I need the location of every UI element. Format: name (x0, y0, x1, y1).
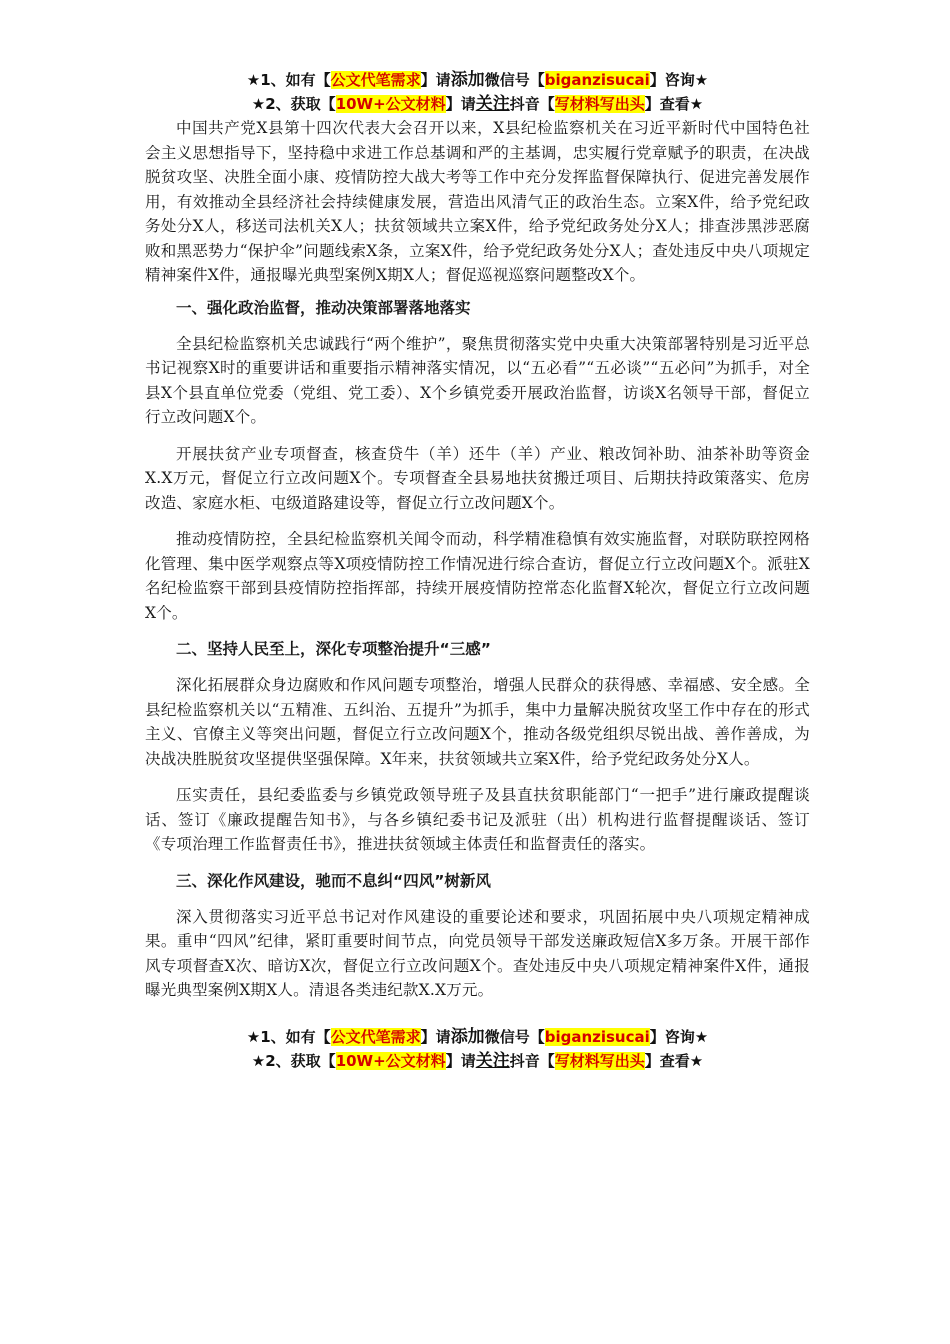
promo-text: 微信号【 (484, 71, 545, 89)
promo-banner-bottom (145, 1025, 810, 1073)
promo-emphasis: 关注 (475, 1050, 510, 1071)
promo-text: 】咨询★ (649, 1027, 709, 1046)
promo-highlight-douyin-account: 写材料写出头 (554, 1051, 645, 1070)
promo-highlight: 10W+公文材料 (335, 1051, 446, 1070)
promo-highlight-wechat-id: biganzisucai (544, 71, 650, 89)
promo-emphasis: 添加 (450, 1026, 485, 1047)
section-heading-3: 三、深化作风建设，驰而不息纠“四风”树新风 (176, 871, 491, 890)
promo-text: ★1、如有【 (246, 1027, 331, 1046)
promo-line-2 (145, 1049, 810, 1073)
section-1-paragraph-3: 推动疫情防控，全县纪检监察机关闻令而动，科学精准稳慎有效实施监督，对联防联控网格化管理、集中医学观察点等X项疫情防控工作情况进行综合查访，督促立行立改问题X个。派驻X名纪检监察干部到县疫情防控指挥部，持续开展疫情防控常态化监督X轮次，督促立行立改问题X个。 (145, 530, 810, 622)
promo-text: 】查看★ (644, 1051, 704, 1070)
promo-text: 】咨询★ (649, 71, 709, 89)
section-heading-1: 一、强化政治监督，推动决策部署落地落实 (176, 298, 471, 317)
promo-highlight: 10W+公文材料 (335, 95, 446, 113)
document-page (145, 68, 810, 1073)
intro-paragraph: 中国共产党X县第十四次代表大会召开以来，X县纪检监察机关在习近平新时代中国特色社会主义思想指导下，坚持稳中求进工作总基调和严的主基调，忠实履行党章赋予的职责，在决战脱贫攻坚、决胜全面小康、疫情防控大战大考等工作中充分发挥监督保障执行、促进完善发展作用，有效推动全县经济社会持续健康发展，营造出风清气正的政治生态。立案X件，给予党纪政务处分X人，移送司法机关X人；扶贫领域共立案X件，给予党纪政务处分X人；排查涉黑涉恶腐败和黑恶势力“保护伞”问题线索X条，立案X件，给予党纪政务处分X人；查处违反中央八项规定精神案件X件，通报曝光典型案例X期X人；督促巡视巡察问题整改X个。 (145, 119, 810, 284)
promo-text: 抖音【 (509, 1051, 555, 1070)
promo-text: 微信号【 (484, 1027, 545, 1046)
section-3-paragraph-1: 深入贯彻落实习近平总书记对作风建设的重要论述和要求，巩固拓展中央八项规定精神成果。重申“四风”纪律，紧盯重要时间节点，向党员领导干部发送廉政短信X多万条。开展干部作风专项督查X次、暗访X次，督促立行立改问题X个。查处违反中央八项规定精神案件X件，通报曝光典型案例X期X人。清退各类违纪款X.X万元。 (145, 907, 810, 999)
promo-highlight: 公文代笔需求 (330, 1027, 421, 1046)
promo-highlight: 公文代笔需求 (330, 71, 421, 89)
promo-text: ★2、获取【 (251, 95, 336, 113)
promo-text: 】请 (445, 95, 476, 113)
section-2-paragraph-2: 压实责任，县纪委监委与乡镇党政领导班子及县直扶贫职能部门“一把手”进行廉政提醒谈话、签订《廉政提醒告知书》，与各乡镇纪委书记及派驻（出）机构进行监督提醒谈话、签订《专项治理工作监督责任书》，推进扶贫领域主体责任和监督责任的落实。 (145, 786, 810, 853)
section-1-paragraph-2: 开展扶贫产业专项督查，核查贷牛（羊）还牛（羊）产业、粮改饲补助、油茶补助等资金X.X万元，督促立行立改问题X个。专项督查全县易地扶贫搬迁项目、后期扶持政策落实、危房改造、家庭水柜、屯级道路建设等，督促立行立改问题X个。 (145, 444, 810, 512)
promo-line-1 (145, 1025, 810, 1049)
promo-text: 】查看★ (644, 95, 704, 113)
promo-emphasis: 添加 (450, 70, 485, 90)
section-1-paragraph-1: 全县纪检监察机关忠诚践行“两个维护”，聚焦贯彻落实党中央重大决策部署特别是习近平总书记视察X时的重要讲话和重要指示精神落实情况，以“五必看”“五必谈”“五必问”为抓手，对全县X个县直单位党委（党组、党工委）、X个乡镇党委开展政治监督，访谈X名领导干部，督促立行立改问题X个。 (145, 334, 810, 426)
promo-text: ★2、获取【 (251, 1051, 336, 1070)
promo-text: 】请 (420, 1027, 451, 1046)
promo-text: ★1、如有【 (246, 71, 331, 89)
promo-text: 】请 (420, 71, 451, 89)
promo-highlight-douyin-account: 写材料写出头 (554, 95, 645, 113)
section-2-paragraph-1: 深化拓展群众身边腐败和作风问题专项整治，增强人民群众的获得感、幸福感、安全感。全县纪检监察机关以“五精准、五纠治、五提升”为抓手，集中力量解决脱贫攻坚工作中存在的形式主义、官僚主义等突出问题，督促立行立改问题X个，推动各级党组织尽锐出战、善作善成，为决战决胜脱贫攻坚提供坚强保障。X年来，扶贫领域共立案X件，给予党纪政务处分X人。 (145, 676, 810, 768)
promo-highlight-wechat-id: biganzisucai (544, 1027, 650, 1046)
promo-text: 】请 (445, 1051, 476, 1070)
promo-line-1 (145, 68, 810, 92)
promo-line-2 (145, 92, 810, 116)
promo-emphasis: 关注 (475, 94, 510, 114)
promo-text: 抖音【 (509, 95, 555, 113)
section-heading-2: 二、坚持人民至上，深化专项整治提升“三感” (176, 640, 491, 658)
promo-banner-top (145, 68, 810, 116)
